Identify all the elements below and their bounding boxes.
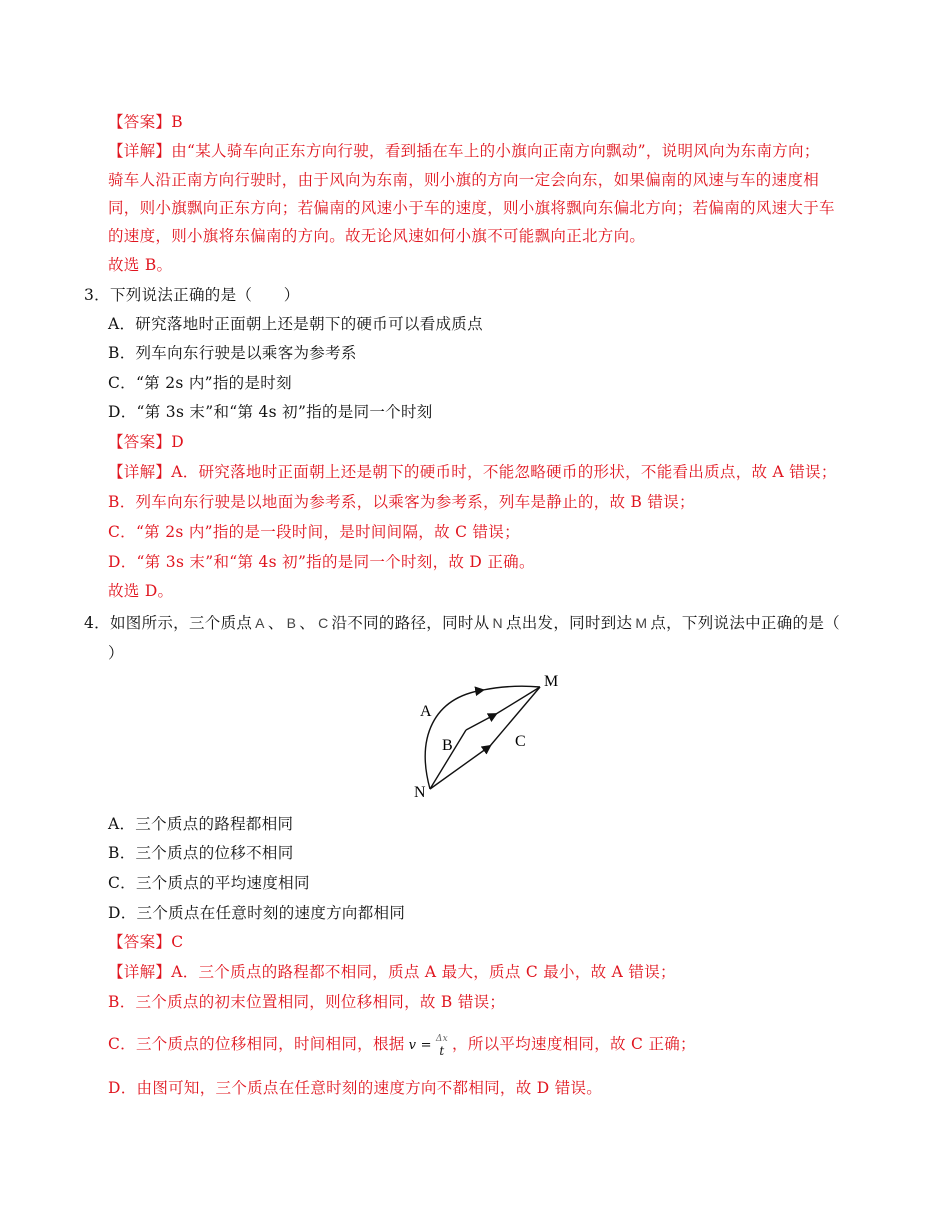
q4-option-c: C．三个质点的平均速度相同 (108, 874, 310, 892)
q4-answer (108, 931, 183, 953)
q4-detail-line-3 (108, 1033, 696, 1057)
q3-detail-line-4: D．“第 3s 末”和“第 4s 初”指的是同一个时刻，故 D 正确。 (108, 553, 535, 571)
detail-text: A．三个质点的路程都不相同，质点 A 最大，质点 C 最小，故 A 错误； (171, 963, 676, 981)
q4-option-b: B．三个质点的位移不相同 (108, 844, 294, 862)
q4-option-a: A．三个质点的路程都相同 (108, 815, 294, 833)
q4-stem-line-2: ） (108, 644, 124, 662)
detail-text: A．研究落地时正面朝上还是朝下的硬币时，不能忽略硬币的形状，不能看出质点，故 A 错误； (171, 463, 837, 481)
q4-detail-line-4: D．由图可知，三个质点在任意时刻的速度方向不都相同，故 D 错误。 (108, 1079, 603, 1097)
path-diagram (408, 668, 578, 803)
q3-detail-line-3: C．“第 2s 内”指的是一段时间，是时间间隔，故 C 错误； (108, 523, 520, 541)
detail-label: 【详解】 (108, 142, 172, 160)
q3-option-c: C．“第 2s 内”指的是时刻 (108, 374, 292, 392)
q2-detail-line-2: 骑车人沿正南方向行驶时，由于风向为东南，则小旗的方向一定会向东，如果偏南的风速与车的速度相 (108, 171, 820, 189)
stem-text: 如图所示，三个质点 (109, 614, 253, 632)
path-b-arrow (466, 714, 496, 730)
formula-numerator: Δx (435, 1034, 449, 1044)
label-n: N (414, 784, 426, 801)
formula-v: v = (408, 1038, 432, 1053)
q2-detail-line-3: 同，则小旗飘向正东方向；若偏南的风速小于车的速度，则小旗将飘向东偏北方向；若偏南的风速大于车 (108, 199, 835, 217)
answer-value: D (171, 433, 184, 451)
question-number: 3． (84, 286, 110, 304)
q3-detail-line-2: B．列车向东行驶是以地面为参考系，以乘客为参考系，列车是静止的，故 B 错误； (108, 493, 695, 511)
q2-answer (108, 111, 183, 133)
label-a: A (420, 703, 432, 720)
label-b: B (442, 737, 453, 754)
q3-option-d: D．“第 3s 末”和“第 4s 初”指的是同一个时刻 (108, 403, 433, 421)
stem-symbol-m: M (635, 615, 648, 631)
formula-fraction (436, 1033, 448, 1057)
answer-value: B (171, 113, 183, 131)
path-a-end (483, 686, 540, 690)
path-b-segment-2 (496, 687, 540, 714)
label-c: C (515, 733, 526, 750)
detail-label: 【详解】 (108, 963, 172, 981)
q3-option-a: A．研究落地时正面朝上还是朝下的硬币可以看成质点 (108, 315, 483, 333)
q3-stem (84, 284, 300, 306)
stem-text: 、 (267, 614, 284, 632)
stem-text: 沿不同的路径，同时从 (331, 614, 490, 632)
answer-label: 【答案】 (108, 113, 172, 131)
detail-text: C．三个质点的位移相同，时间相同，根据 (108, 1035, 405, 1053)
q3-detail-line-1 (108, 461, 837, 483)
q4-detail-line-1 (108, 961, 676, 983)
q2-detail-line-1 (108, 140, 820, 162)
stem-text: 点，下列说法中正确的是（ (650, 614, 840, 632)
q4-option-d: D．三个质点在任意时刻的速度方向都相同 (108, 904, 406, 922)
stem-symbol-c: C (318, 615, 329, 631)
path-a-curve (425, 690, 483, 789)
question-text: 下列说法正确的是（ ） (109, 286, 300, 304)
detail-label: 【详解】 (108, 463, 172, 481)
stem-text: 点出发，同时到达 (505, 614, 633, 632)
answer-value: C (171, 933, 184, 951)
answer-label: 【答案】 (108, 433, 172, 451)
formula-denominator: t (439, 1044, 445, 1058)
stem-symbol-n: N (492, 615, 503, 631)
stem-symbol-a: A (255, 615, 265, 631)
question-number: 4． (84, 614, 110, 632)
q4-stem (84, 612, 840, 634)
detail-text: 由“某人骑车向正东方向行驶，看到插在车上的小旗向正南方向飘动”，说明风向为东南方向； (171, 142, 820, 160)
stem-symbol-b: B (286, 615, 297, 631)
q2-detail-line-4: 的速度，则小旗将东偏南的方向。故无论风速如何小旗不可能飘向正北方向。 (108, 227, 646, 245)
detail-text: ，所以平均速度相同，故 C 正确； (452, 1035, 696, 1053)
q3-option-b: B．列车向东行驶是以乘客为参考系 (108, 344, 357, 362)
q3-conclusion: 故选 D。 (108, 582, 174, 600)
stem-text: 、 (299, 614, 316, 632)
label-m: M (544, 673, 559, 690)
path-c-arrow (430, 746, 490, 789)
q2-conclusion: 故选 B。 (108, 256, 173, 274)
q3-answer (108, 431, 184, 453)
answer-label: 【答案】 (108, 933, 172, 951)
q4-detail-line-2: B．三个质点的初末位置相同，则位移相同，故 B 错误； (108, 993, 506, 1011)
